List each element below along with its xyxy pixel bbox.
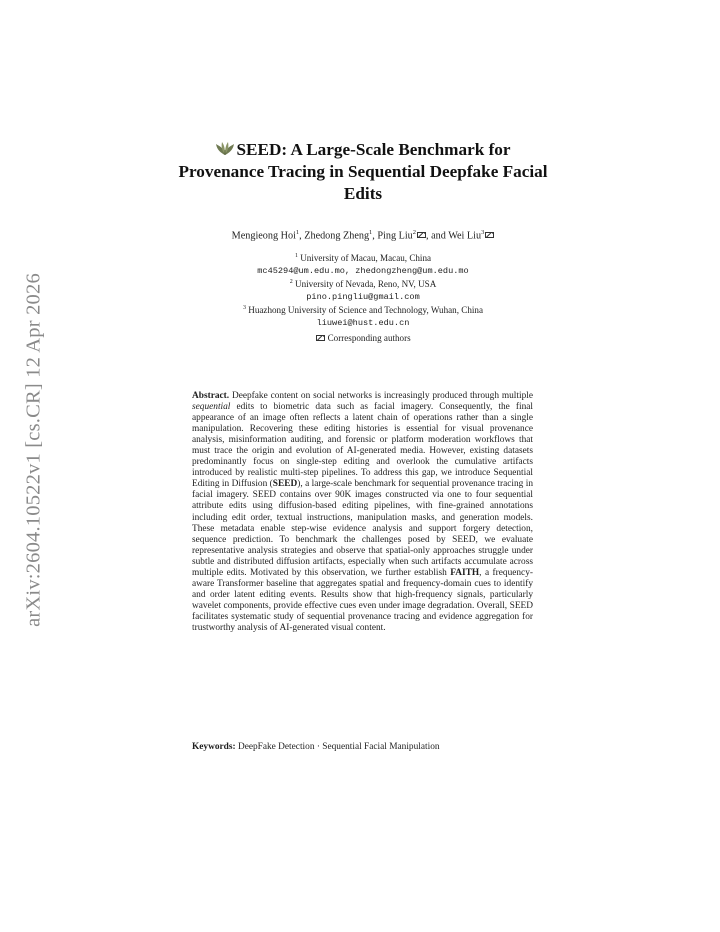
- abstract-seed-bold: SEED: [272, 479, 298, 490]
- author-affiliation-mark: 1: [369, 229, 373, 236]
- abstract-text-4: , a frequency-aware Transformer baseline that aggregates spatial and frequency-domain cues to identify and order latent editing events. Results show that high-frequency signals, particularly wavelet components, provide effective cues even under image degradation. Overall, SEED facilitates systematic study of sequential provenance tracing and evidence aggregation for trustworthy analysis of AI-generated visual content.: [192, 567, 533, 633]
- affiliation-1-email: mc45294@um.edu.mo, zhedongzheng@um.edu.mo: [257, 266, 469, 276]
- affiliation-2: [140, 279, 586, 289]
- abstract-emphasis: sequential: [192, 402, 231, 413]
- envelope-icon: [485, 232, 494, 238]
- affiliation-name: Huazhong University of Science and Technology, Wuhan, China: [248, 305, 483, 316]
- author-separator: ,: [299, 230, 305, 242]
- author-separator: ,: [372, 230, 378, 242]
- author-name: Zhedong Zheng: [304, 230, 370, 242]
- arxiv-id-text: arXiv:2604.10522v1 [cs.CR] 12 Apr 2026: [22, 273, 45, 627]
- corresponding-label: Corresponding authors: [327, 333, 411, 343]
- abstract-text-1: Deepfake content on social networks is increasingly produced through multiple: [231, 391, 533, 401]
- author-affiliation-mark: 1: [295, 229, 300, 236]
- author-list: [140, 229, 586, 241]
- abstract-text-3: ), a large-scale benchmark for sequential provenance tracing in facial imagery. SEED contains over 90K images constructed via one to four sequential attribute edits using diffusion-based editing pipelines, with fine-grained annotations including edit order, textual instructions, manipulation masks, and generation models. These metadata enable step-wise evidence analysis and support forgery detection, sequence prediction. To benchmark the challenges posed by SEED, we evaluate representative analysis strategies and observe that spatial-only approaches struggle under subtle and distributed diffusion artifacts, especially when such artifacts accumulate across multiple edits. Motivated by this observation, we further establish: [192, 479, 533, 578]
- affiliation-2-email: pino.pingliu@gmail.com: [306, 292, 420, 302]
- envelope-icon: [417, 232, 426, 238]
- author-name: Mengieong Hoi: [231, 230, 296, 242]
- affiliation-3-email: liuwei@hust.edu.cn: [316, 318, 410, 328]
- paper-title: [140, 139, 586, 205]
- title-line-3: Edits: [343, 184, 383, 203]
- title-line-1: SEED: A Large-Scale Benchmark for: [236, 140, 511, 159]
- affiliation-number: 1: [294, 253, 298, 259]
- abstract: [192, 391, 533, 634]
- abstract-label: Abstract.: [192, 391, 230, 401]
- keywords: [192, 742, 533, 752]
- keywords-text: DeepFake Detection · Sequential Facial Manipulation: [237, 742, 440, 752]
- author-name: Wei Liu: [448, 230, 482, 242]
- affiliation-1: [140, 253, 586, 263]
- author-name: Ping Liu: [377, 230, 413, 242]
- author-separator-and: , and: [426, 230, 449, 242]
- affiliation-name: University of Macau, Macau, China: [300, 253, 432, 264]
- abstract-faith-bold: FAITH: [450, 567, 480, 578]
- envelope-icon: [316, 335, 325, 341]
- author-affiliation-mark: 3: [481, 229, 485, 236]
- keywords-label: Keywords:: [192, 742, 236, 752]
- affiliation-number: 2: [289, 279, 293, 285]
- affiliation-name: University of Nevada, Reno, NV, USA: [295, 279, 437, 290]
- title-line-2: Provenance Tracing in Sequential Deepfake Facial: [178, 162, 548, 181]
- affiliation-3: [140, 305, 586, 315]
- author-affiliation-mark: 2: [412, 229, 417, 236]
- abstract-text-2: edits to biometric data such as facial imagery. Consequently, the final appearance of an image often reflects a latent chain of operations rather than a single manipulation. Recovering these editing histories is essential for visual provenance analysis, misinformation auditing, and forensic or platform moderation workflows that must trace the origin and evolution of AI-generated media. However, existing datasets predominantly focus on single-step editing and overlook the cumulative artifacts introduced by realistic multi-step pipelines. To address this gap, we introduce Sequential Editing in Diffusion (: [192, 402, 533, 490]
- corresponding-authors-note: [140, 333, 586, 343]
- seed-logo-icon: [215, 141, 235, 156]
- affiliation-number: 3: [243, 305, 246, 311]
